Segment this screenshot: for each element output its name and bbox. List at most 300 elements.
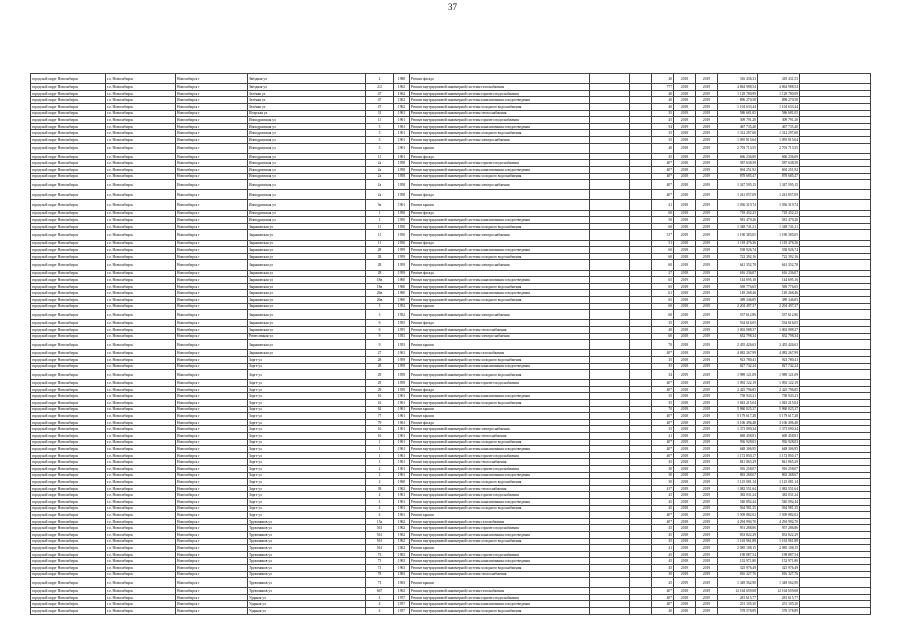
cell-district: г.о. Новосибирск [106, 136, 176, 143]
cell-extra-1 [590, 290, 630, 297]
table-row [31, 479, 871, 486]
cell-municipality: городской округ Новосибирск [31, 190, 106, 200]
cell-cost-total: 898 270,58 [758, 97, 800, 104]
cell-cost: 389 346,85 [718, 296, 758, 303]
cell-locality: Новосибирск г [176, 393, 248, 400]
cell-cost: 2 455 426,63 [718, 340, 758, 350]
cell-locality: Новосибирск г [176, 479, 248, 486]
cell-year-from: 2018 [674, 143, 696, 153]
cell-year-from: 2018 [674, 310, 696, 320]
cell-extra-1 [590, 117, 630, 124]
cell-cost-total: 916 258,07 [758, 466, 800, 473]
cell-cost: 666 236,00 [718, 153, 758, 160]
cell-house: 1 [366, 452, 394, 459]
table-row [31, 393, 871, 400]
cell-street: Ипподромская ул [248, 173, 366, 180]
cell-empty [800, 393, 871, 400]
cell-work-type: Ремонт внутридомовой инженерной системы канализования и водоотведения [410, 217, 590, 224]
cell-cost: 1 002 088,37 [718, 326, 758, 333]
cell-extra-1 [590, 253, 630, 260]
cell-district: г.о. Новосибирск [106, 459, 176, 466]
cell-cost: 916 258,07 [718, 466, 758, 473]
cell-year-to: 2019 [696, 110, 718, 117]
cell-year-built: 1961 [394, 117, 410, 124]
cell-work-type: Ремонт внутридомовой инженерной системы горячего водоснабжения [410, 551, 590, 558]
cell-work-type: Ремонт фасада [410, 386, 590, 393]
cell-municipality: городской округ Новосибирск [31, 123, 106, 130]
cell-year-from: 2018 [674, 356, 696, 363]
cell-street: Ипподромская ул [248, 217, 366, 224]
cell-year-built: 1958 [394, 160, 410, 167]
cell-empty [800, 143, 871, 153]
cell-house: 561 [366, 545, 394, 552]
cell-cost-total: 758 943,21 [758, 393, 800, 400]
cell-year-to: 2019 [696, 240, 718, 247]
cell-house: 47 [366, 103, 394, 110]
cell-year-built: 1960 [394, 479, 410, 486]
cell-year-built: 1959 [394, 370, 410, 380]
cell-year-built: 1960 [394, 277, 410, 284]
cell-street: Зорге ул [248, 363, 366, 370]
cell-work-type: Ремонт внутридомовой инженерной системы газоснабжения [410, 518, 590, 525]
cell-cost: 1 347 595,15 [718, 180, 758, 190]
cell-year-to: 2019 [696, 210, 718, 217]
cell-cost-total: 586 681,05 [758, 110, 800, 117]
cell-locality: Новосибирск г [176, 103, 248, 110]
cell-wear-percent: 40* [652, 601, 674, 608]
cell-empty [800, 260, 871, 270]
cell-year-from: 2019 [674, 320, 696, 327]
table-row [31, 326, 871, 333]
cell-street: Тружеников ул [248, 588, 366, 595]
cell-extra-1 [590, 571, 630, 578]
cell-house: 5 [366, 143, 394, 153]
cell-cost-total: 389 346,85 [758, 296, 800, 303]
cell-locality: Новосибирск г [176, 340, 248, 350]
cell-empty [800, 406, 871, 413]
cell-cost-total: 281 615,77 [758, 594, 800, 601]
cell-extra-1 [590, 406, 630, 413]
cell-year-from: 2018 [674, 190, 696, 200]
cell-wear-percent: 65 [652, 277, 674, 284]
cell-year-to: 2019 [696, 130, 718, 137]
cell-extra-2 [630, 110, 652, 117]
cell-extra-2 [630, 326, 652, 333]
cell-extra-1 [590, 333, 630, 340]
cell-street: Зорге ул [248, 400, 366, 407]
cell-district: г.о. Новосибирск [106, 400, 176, 407]
table-row [31, 136, 871, 143]
cell-cost-total: 537 612,86 [758, 310, 800, 320]
cell-year-from: 2018 [674, 200, 696, 210]
cell-work-type: Ремонт крыши [410, 340, 590, 350]
cell-year-from: 2018 [674, 386, 696, 393]
cell-wear-percent: 35 [652, 130, 674, 137]
table-row [31, 512, 871, 519]
cell-district: г.о. Новосибирск [106, 545, 176, 552]
cell-house: 561 [366, 531, 394, 538]
cell-locality: Новосибирск г [176, 439, 248, 446]
cell-street: Тружеников ул [248, 531, 366, 538]
cell-year-from: 2018 [674, 173, 696, 180]
cell-street: Ипподромская ул [248, 166, 366, 173]
cell-empty [800, 505, 871, 512]
cell-wear-percent: 35 [652, 400, 674, 407]
cell-empty [800, 400, 871, 407]
cell-extra-2 [630, 564, 652, 571]
cell-extra-2 [630, 160, 652, 167]
cell-locality: Новосибирск г [176, 200, 248, 210]
cell-locality: Новосибирск г [176, 512, 248, 519]
cell-work-type: Ремонт внутридомовой инженерной системы канализования и водоотведения [410, 558, 590, 565]
cell-work-type: Ремонт внутридомовой инженерной системы электроснабжения [410, 260, 590, 270]
cell-work-type: Ремонт внутридомовой инженерной системы холодного водоснабжения [410, 479, 590, 486]
cell-locality: Новосибирск г [176, 498, 248, 505]
cell-municipality: городской округ Новосибирск [31, 136, 106, 143]
cell-wear-percent: 40* [652, 350, 674, 357]
cell-locality: Новосибирск г [176, 210, 248, 217]
cell-wear-percent: 60 [652, 303, 674, 310]
cell-year-to: 2019 [696, 393, 718, 400]
cell-locality: Новосибирск г [176, 217, 248, 224]
cell-municipality: городской округ Новосибирск [31, 290, 106, 297]
cell-district: г.о. Новосибирск [106, 380, 176, 387]
cell-year-built: 1962 [394, 485, 410, 492]
cell-locality: Новосибирск г [176, 433, 248, 440]
cell-wear-percent: 35 [652, 393, 674, 400]
cell-year-built: 1950 [394, 230, 410, 240]
cell-work-type: Ремонт внутридомовой инженерной системы холодного водоснабжения [410, 370, 590, 380]
cell-work-type: Ремонт внутридомовой инженерной системы газоснабжения [410, 588, 590, 595]
table-row [31, 386, 871, 393]
cell-municipality: городской округ Новосибирск [31, 531, 106, 538]
cell-extra-1 [590, 97, 630, 104]
table-row [31, 230, 871, 240]
cell-year-to: 2019 [696, 173, 718, 180]
cell-empty [800, 240, 871, 247]
cell-wear-percent: 40* [652, 518, 674, 525]
cell-year-from: 2018 [674, 492, 696, 499]
cell-wear-percent: 45 [652, 525, 674, 532]
cell-district: г.о. Новосибирск [106, 143, 176, 153]
cell-cost: 694 251,92 [718, 166, 758, 173]
cell-extra-2 [630, 594, 652, 601]
cell-house: 2а [366, 180, 394, 190]
table-row [31, 270, 871, 277]
cell-house: 2а [366, 173, 394, 180]
cell-year-from: 2018 [674, 406, 696, 413]
cell-cost-total: 4 864 988,54 [758, 84, 800, 91]
cell-empty [800, 350, 871, 357]
table-row [31, 296, 871, 303]
cell-year-from: 2018 [674, 479, 696, 486]
cell-cost: 1 312 297,60 [718, 130, 758, 137]
cell-year-from: 2018 [674, 363, 696, 370]
table-row [31, 260, 871, 270]
cell-year-to: 2019 [696, 439, 718, 446]
cell-work-type: Ремонт внутридомовой инженерной системы холодного водоснабжения [410, 400, 590, 407]
cell-work-type: Ремонт внутридомовой инженерной системы горячего водоснабжения [410, 525, 590, 532]
cell-district: г.о. Новосибирск [106, 479, 176, 486]
cell-wear-percent: 40 [652, 97, 674, 104]
cell-year-from: 2018 [674, 538, 696, 545]
table-row [31, 123, 871, 130]
cell-house: 28 [366, 363, 394, 370]
table-row [31, 190, 871, 200]
cell-locality: Новосибирск г [176, 136, 248, 143]
cell-district: г.о. Новосибирск [106, 90, 176, 97]
cell-work-type: Ремонт внутридомовой инженерной системы теплоснабжения [410, 459, 590, 466]
cell-year-from: 2018 [674, 223, 696, 230]
cell-locality: Новосибирск г [176, 538, 248, 545]
cell-cost-total: 1 129 780,99 [758, 90, 800, 97]
cell-year-from: 2018 [674, 505, 696, 512]
cell-cost-total: 641 352,78 [758, 260, 800, 270]
cell-district: г.о. Новосибирск [106, 564, 176, 571]
table-row [31, 74, 871, 84]
cell-municipality: городской округ Новосибирск [31, 558, 106, 565]
cell-extra-2 [630, 200, 652, 210]
cell-empty [800, 136, 871, 143]
cell-municipality: городской округ Новосибирск [31, 479, 106, 486]
cell-work-type: Ремонт внутридомовой инженерной системы электроснабжения [410, 310, 590, 320]
cell-year-built: 1953 [394, 333, 410, 340]
cell-year-built: 1963 [394, 571, 410, 578]
cell-year-built: 1961 [394, 433, 410, 440]
cell-extra-2 [630, 386, 652, 393]
cell-street: Ипподромская ул [248, 123, 366, 130]
cell-year-from: 2018 [674, 393, 696, 400]
cell-house: 1 [366, 217, 394, 224]
cell-empty [800, 466, 871, 473]
cell-cost: 1 989 121,09 [718, 370, 758, 380]
cell-municipality: городской округ Новосибирск [31, 564, 106, 571]
cell-year-built: 1955 [394, 320, 410, 327]
cell-district: г.о. Новосибирск [106, 333, 176, 340]
cell-extra-2 [630, 247, 652, 254]
cell-house: 26в [366, 290, 394, 297]
cell-empty [800, 551, 871, 558]
cell-work-type: Ремонт внутридомовой инженерной системы теплоснабжения [410, 110, 590, 117]
cell-year-built: 1961 [394, 123, 410, 130]
cell-house: 77 [366, 413, 394, 420]
cell-extra-1 [590, 74, 630, 84]
cell-extra-2 [630, 370, 652, 380]
cell-year-built: 1952 [394, 310, 410, 320]
cell-district: г.о. Новосибирск [106, 260, 176, 270]
cell-year-from: 2018 [674, 459, 696, 466]
cell-work-type: Ремонт внутридомовой инженерной системы горячего водоснабжения [410, 160, 590, 167]
cell-house: 28 [366, 356, 394, 363]
cell-municipality: городской округ Новосибирск [31, 452, 106, 459]
cell-cost-total: 1 095 815,64 [758, 136, 800, 143]
cell-year-to: 2019 [696, 538, 718, 545]
cell-year-built: 1950 [394, 210, 410, 217]
cell-wear-percent: 60 [652, 210, 674, 217]
cell-district: г.о. Новосибирск [106, 210, 176, 217]
cell-year-to: 2019 [696, 479, 718, 486]
cell-cost-total: 666 236,00 [758, 153, 800, 160]
cell-empty [800, 326, 871, 333]
cell-cost-total: 152 971,80 [758, 558, 800, 565]
cell-cost-total: 309 791,20 [758, 117, 800, 124]
cell-house: 2/2 [366, 84, 394, 91]
cell-municipality: городской округ Новосибирск [31, 505, 106, 512]
cell-year-to: 2019 [696, 97, 718, 104]
cell-wear-percent: 70 [652, 406, 674, 413]
cell-municipality: городской округ Новосибирск [31, 200, 106, 210]
cell-municipality: городской округ Новосибирск [31, 356, 106, 363]
cell-extra-2 [630, 136, 652, 143]
cell-year-from: 2018 [674, 551, 696, 558]
cell-empty [800, 538, 871, 545]
cell-district: г.о. Новосибирск [106, 485, 176, 492]
cell-locality: Новосибирск г [176, 290, 248, 297]
cell-year-from: 2019 [674, 578, 696, 588]
table-row [31, 452, 871, 459]
cell-year-to: 2019 [696, 426, 718, 433]
cell-district: г.о. Новосибирск [106, 571, 176, 578]
table-row [31, 130, 871, 137]
cell-locality: Новосибирск г [176, 166, 248, 173]
cell-work-type: Ремонт внутридомовой инженерной системы электроснабжения [410, 136, 590, 143]
cell-municipality: городской округ Новосибирск [31, 380, 106, 387]
table-row [31, 525, 871, 532]
cell-year-to: 2019 [696, 153, 718, 160]
cell-street: Ипподромская ул [248, 130, 366, 137]
cell-street: Зыряновская ул [248, 283, 366, 290]
cell-wear-percent: 40* [652, 439, 674, 446]
cell-cost-total: 1 118 476,36 [758, 240, 800, 247]
cell-municipality: городской округ Новосибирск [31, 608, 106, 615]
cell-empty [800, 270, 871, 277]
cell-year-built: 1959 [394, 260, 410, 270]
cell-house: 29 [366, 380, 394, 387]
cell-year-built: 1962 [394, 103, 410, 110]
table-row [31, 363, 871, 370]
cell-cost-total: 1 125 081,14 [758, 479, 800, 486]
cell-district: г.о. Новосибирск [106, 84, 176, 91]
cell-year-to: 2019 [696, 260, 718, 270]
cell-house: 1 [366, 210, 394, 217]
cell-municipality: городской округ Новосибирск [31, 296, 106, 303]
table-row [31, 426, 871, 433]
cell-cost: 534 616,05 [718, 320, 758, 327]
cell-district: г.о. Новосибирск [106, 370, 176, 380]
cell-year-to: 2019 [696, 531, 718, 538]
cell-wear-percent: 40 [652, 103, 674, 110]
cell-locality: Новосибирск г [176, 571, 248, 578]
cell-locality: Новосибирск г [176, 283, 248, 290]
cell-cost: 1 118 476,36 [718, 240, 758, 247]
cell-wear-percent: 45 [652, 538, 674, 545]
cell-empty [800, 588, 871, 595]
cell-house: 47 [366, 97, 394, 104]
cell-empty [800, 277, 871, 284]
cell-year-to: 2019 [696, 117, 718, 124]
cell-extra-2 [630, 433, 652, 440]
cell-extra-2 [630, 498, 652, 505]
cell-empty [800, 283, 871, 290]
cell-district: г.о. Новосибирск [106, 290, 176, 297]
cell-extra-1 [590, 459, 630, 466]
table-row [31, 400, 871, 407]
cell-house: 667 [366, 588, 394, 595]
cell-street: Зорге ул [248, 472, 366, 479]
table-row [31, 283, 871, 290]
cell-extra-1 [590, 505, 630, 512]
cell-street: Тружеников ул [248, 538, 366, 545]
cell-year-to: 2019 [696, 525, 718, 532]
table-row [31, 303, 871, 310]
cell-extra-1 [590, 564, 630, 571]
cell-cost: 669 458,81 [718, 433, 758, 440]
cell-house: 11 [366, 240, 394, 247]
cell-cost: 540 092,44 [718, 498, 758, 505]
cell-year-from: 2018 [674, 260, 696, 270]
table-row [31, 564, 871, 571]
cell-work-type: Ремонт внутридомовой инженерной системы канализования и водоотведения [410, 446, 590, 453]
cell-empty [800, 247, 871, 254]
cell-year-from: 2018 [674, 296, 696, 303]
cell-cost-total: 5 960 025,37 [758, 406, 800, 413]
cell-year-to: 2019 [696, 512, 718, 519]
cell-street: Ипподромская ул [248, 210, 366, 217]
cell-work-type: Ремонт внутридомовой инженерной системы горячего водоснабжения [410, 594, 590, 601]
cell-year-built: 1961 [394, 143, 410, 153]
cell-house: 9 [366, 333, 394, 340]
cell-wear-percent: 60 [652, 247, 674, 254]
cell-year-to: 2019 [696, 223, 718, 230]
cell-wear-percent: 60 [652, 260, 674, 270]
cell-year-to: 2019 [696, 578, 718, 588]
cell-cost: 325 976,49 [718, 564, 758, 571]
cell-wear-percent: 30 [652, 472, 674, 479]
cell-district: г.о. Новосибирск [106, 200, 176, 210]
cell-locality: Новосибирск г [176, 386, 248, 393]
cell-locality: Новосибирск г [176, 180, 248, 190]
cell-cost: 569 776,65 [718, 283, 758, 290]
table-row [31, 578, 871, 588]
cell-street: Зорге ул [248, 512, 366, 519]
cell-extra-2 [630, 406, 652, 413]
cell-house: 2 [366, 466, 394, 473]
cell-extra-1 [590, 485, 630, 492]
cell-cost-total: 652 798,34 [758, 333, 800, 340]
cell-street: Тружеников ул [248, 578, 366, 588]
cell-municipality: городской округ Новосибирск [31, 406, 106, 413]
cell-work-type: Ремонт фасада [410, 210, 590, 217]
cell-year-from: 2018 [674, 90, 696, 97]
cell-empty [800, 110, 871, 117]
cell-locality: Новосибирск г [176, 594, 248, 601]
cell-wear-percent: 40* [652, 166, 674, 173]
cell-street: Зорге ул [248, 433, 366, 440]
cell-street: Зелёная ул [248, 103, 366, 110]
cell-extra-2 [630, 538, 652, 545]
cell-locality: Новосибирск г [176, 446, 248, 453]
cell-work-type: Ремонт внутридомовой инженерной системы холодного водоснабжения [410, 173, 590, 180]
cell-district: г.о. Новосибирск [106, 74, 176, 84]
cell-extra-2 [630, 459, 652, 466]
cell-street: Тружеников ул [248, 518, 366, 525]
cell-year-built: 1960 [394, 290, 410, 297]
cell-year-built: 1961 [394, 406, 410, 413]
cell-municipality: городской округ Новосибирск [31, 310, 106, 320]
cell-street: Зыряновская ул [248, 290, 366, 297]
cell-year-to: 2019 [696, 160, 718, 167]
cell-year-to: 2019 [696, 386, 718, 393]
